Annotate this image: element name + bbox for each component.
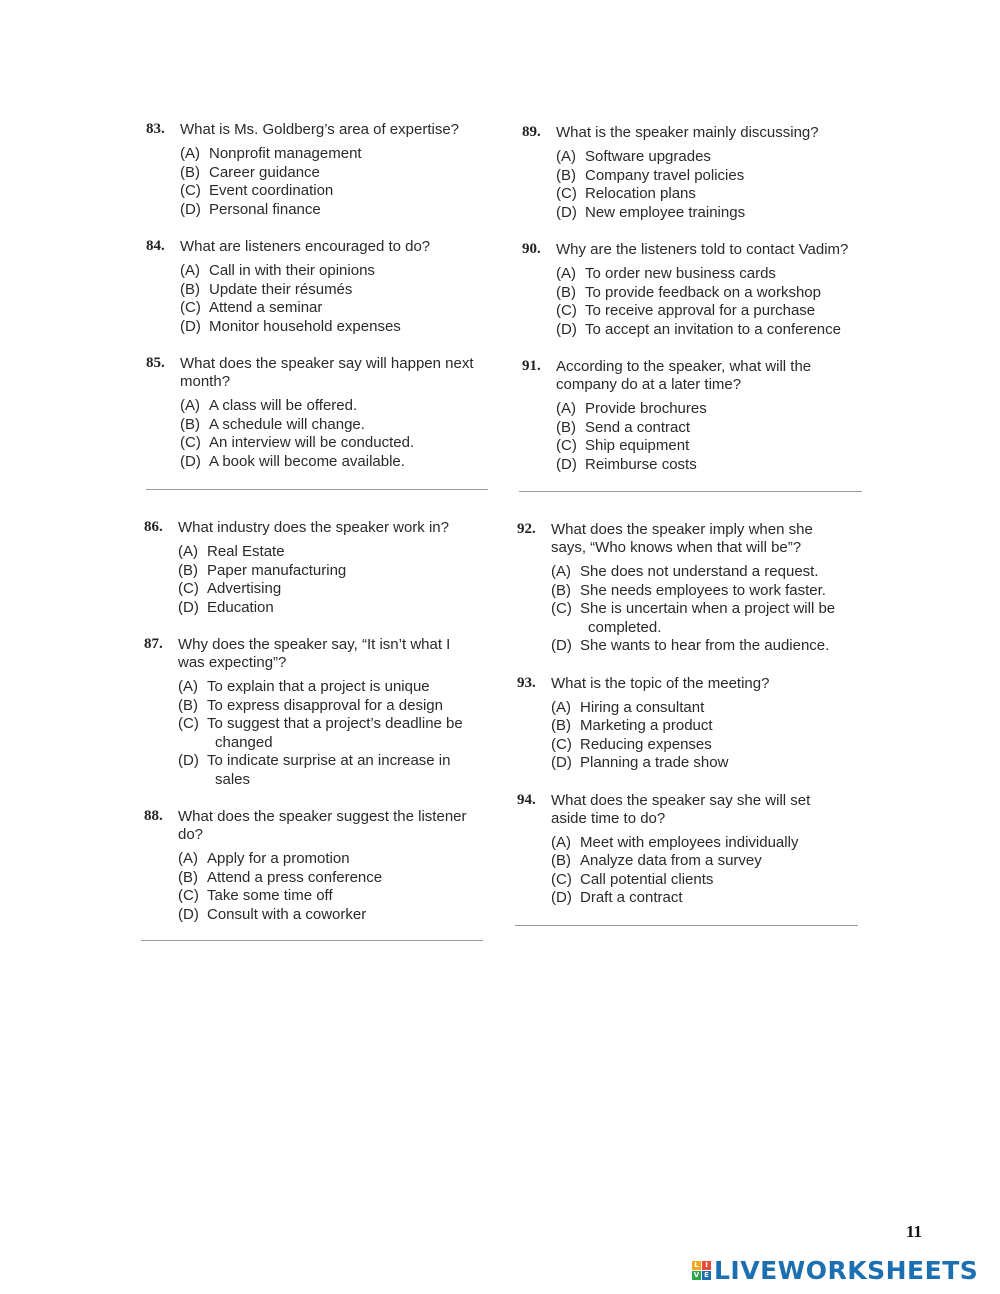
question-stem: What is the speaker mainly discussing?: [556, 124, 819, 141]
question-85: [146, 355, 496, 471]
question-stem: What is Ms. Goldberg’s area of expertise?: [180, 121, 460, 138]
question-stem: According to the speaker, what will the company do at a later time?: [556, 358, 812, 393]
option-a[interactable]: (A) A class will be offered.: [180, 397, 358, 414]
option-c[interactable]: (C) Event coordination: [180, 182, 334, 199]
question-number: 93.: [517, 674, 536, 691]
option-c[interactable]: (C) She is uncertain when a project will be completed.: [551, 600, 836, 636]
option-list: [178, 678, 494, 789]
section-divider: [519, 491, 862, 492]
option-d[interactable]: (D) She wants to hear from the audience.: [551, 637, 830, 654]
option-d[interactable]: (D) Planning a trade show: [551, 754, 729, 771]
option-list: [178, 850, 494, 924]
question-number: 92.: [517, 521, 536, 537]
option-a[interactable]: (A) Software upgrades: [556, 148, 711, 165]
option-d[interactable]: (D) Personal finance: [180, 200, 321, 218]
option-d[interactable]: (D) Draft a contract: [551, 889, 683, 906]
question-number: 86.: [144, 519, 163, 535]
question-stem: Why are the listeners told to contact Vadim?: [556, 241, 849, 258]
option-d[interactable]: (D) To accept an invitation to a conference: [556, 320, 841, 338]
option-d[interactable]: (D) Education: [178, 598, 274, 616]
option-d[interactable]: (D) Monitor household expenses: [180, 317, 401, 335]
question-86: [144, 519, 494, 617]
option-c[interactable]: (C) Attend a seminar: [180, 299, 323, 316]
option-list: [556, 265, 872, 339]
option-b[interactable]: (B) To express disapproval for a design: [178, 696, 443, 714]
option-c[interactable]: (C) Call potential clients: [551, 870, 714, 888]
option-c[interactable]: (C) Relocation plans: [556, 185, 696, 202]
question-93: [517, 675, 867, 773]
option-a[interactable]: (A) Provide brochures: [556, 400, 707, 417]
option-d[interactable]: (D) A book will become available.: [180, 452, 405, 470]
logo-text: LIVEWORKSHEETS: [714, 1256, 979, 1285]
question-83: [146, 121, 496, 219]
option-c[interactable]: (C) To suggest that a project’s deadline be changed: [178, 715, 463, 751]
left-column-lower: [144, 519, 494, 924]
option-list: [180, 397, 496, 471]
question-89: [522, 124, 872, 222]
option-list: [551, 699, 867, 773]
option-list: [180, 262, 496, 336]
logo-icon: [692, 1261, 711, 1280]
logo-block: V: [693, 1271, 700, 1279]
option-a[interactable]: (A) Hiring a consultant: [551, 698, 705, 716]
question-91: [522, 358, 872, 474]
question-stem: What are listeners encouraged to do?: [180, 238, 431, 255]
question-94: [517, 792, 867, 908]
option-c[interactable]: (C) Reducing expenses: [551, 735, 712, 753]
option-c[interactable]: (C) An interview will be conducted.: [180, 434, 415, 451]
question-number: 89.: [522, 124, 541, 140]
option-d[interactable]: (D) To indicate surprise at an increase in sales: [178, 752, 451, 788]
question-number: 83.: [146, 121, 165, 137]
option-list: [551, 563, 867, 656]
logo-block: E: [702, 1271, 711, 1280]
option-b[interactable]: (B) A schedule will change.: [180, 415, 365, 433]
option-list: [180, 145, 496, 219]
option-b[interactable]: (B) Send a contract: [556, 418, 691, 436]
option-a[interactable]: (A) Call in with their opinions: [180, 262, 375, 279]
option-c[interactable]: (C) Advertising: [178, 580, 282, 597]
section-divider: [515, 925, 858, 926]
question-number: 85.: [146, 355, 165, 371]
option-c[interactable]: (C) Ship equipment: [556, 437, 690, 454]
right-column: [522, 124, 872, 474]
option-b[interactable]: (B) Analyze data from a survey: [551, 852, 762, 869]
option-list: [551, 834, 867, 908]
question-stem: What does the speaker say she will set aside time to do?: [551, 791, 811, 827]
question-number: 84.: [146, 238, 165, 254]
section-divider: [146, 489, 488, 490]
question-number: 91.: [522, 358, 541, 374]
option-b[interactable]: (B) Company travel policies: [556, 166, 745, 184]
option-c[interactable]: (C) Take some time off: [178, 887, 333, 904]
option-b[interactable]: (B) Attend a press conference: [178, 868, 383, 886]
question-number: 87.: [144, 636, 163, 652]
question-stem: What does the speaker say will happen next month?: [180, 355, 474, 390]
option-a[interactable]: (A) To order new business cards: [556, 265, 776, 282]
section-divider: [141, 940, 483, 941]
question-92: [517, 521, 867, 656]
option-a[interactable]: (A) To explain that a project is unique: [178, 678, 430, 695]
option-a[interactable]: (A) Real Estate: [178, 543, 285, 560]
option-b[interactable]: (B) To provide feedback on a workshop: [556, 283, 821, 301]
left-column: [146, 121, 496, 471]
option-b[interactable]: (B) Update their résumés: [180, 280, 353, 298]
option-a[interactable]: (A) She does not understand a request.: [551, 563, 819, 580]
option-list: [556, 148, 872, 222]
logo-block: L: [692, 1261, 701, 1270]
option-d[interactable]: (D) Consult with a coworker: [178, 905, 367, 923]
logo-block: I: [702, 1261, 711, 1270]
option-d[interactable]: (D) New employee trainings: [556, 203, 746, 221]
option-b[interactable]: (B) Marketing a product: [551, 717, 713, 734]
question-stem: What does the speaker imply when she says, “Who knows when that will be”?: [551, 521, 813, 556]
question-87: [144, 636, 494, 789]
option-list: [556, 400, 872, 474]
option-d[interactable]: (D) Reimburse costs: [556, 455, 697, 473]
page-number: 11: [905, 1222, 922, 1241]
option-a[interactable]: (A) Meet with employees individually: [551, 833, 799, 851]
question-number: 88.: [144, 808, 163, 824]
question-88: [144, 808, 494, 924]
question-84: [146, 238, 496, 336]
option-b[interactable]: (B) She needs employees to work faster.: [551, 581, 826, 599]
option-a[interactable]: (A) Nonprofit management: [180, 145, 362, 162]
option-a[interactable]: (A) Apply for a promotion: [178, 850, 350, 867]
question-stem: What is the topic of the meeting?: [551, 674, 770, 692]
liveworksheets-logo[interactable]: [692, 1256, 978, 1285]
option-b[interactable]: (B) Paper manufacturing: [178, 561, 347, 579]
question-stem: What industry does the speaker work in?: [178, 519, 449, 536]
question-stem: Why does the speaker say, “It isn’t what I was expecting”?: [178, 636, 451, 671]
question-stem: What does the speaker suggest the listener do?: [178, 808, 467, 843]
question-90: [522, 241, 872, 339]
option-c[interactable]: (C) To receive approval for a purchase: [556, 302, 816, 319]
option-list: [178, 543, 494, 617]
right-column-lower: [517, 521, 867, 908]
question-number: 90.: [522, 241, 541, 257]
question-number: 94.: [517, 791, 536, 808]
option-b[interactable]: (B) Career guidance: [180, 163, 320, 181]
